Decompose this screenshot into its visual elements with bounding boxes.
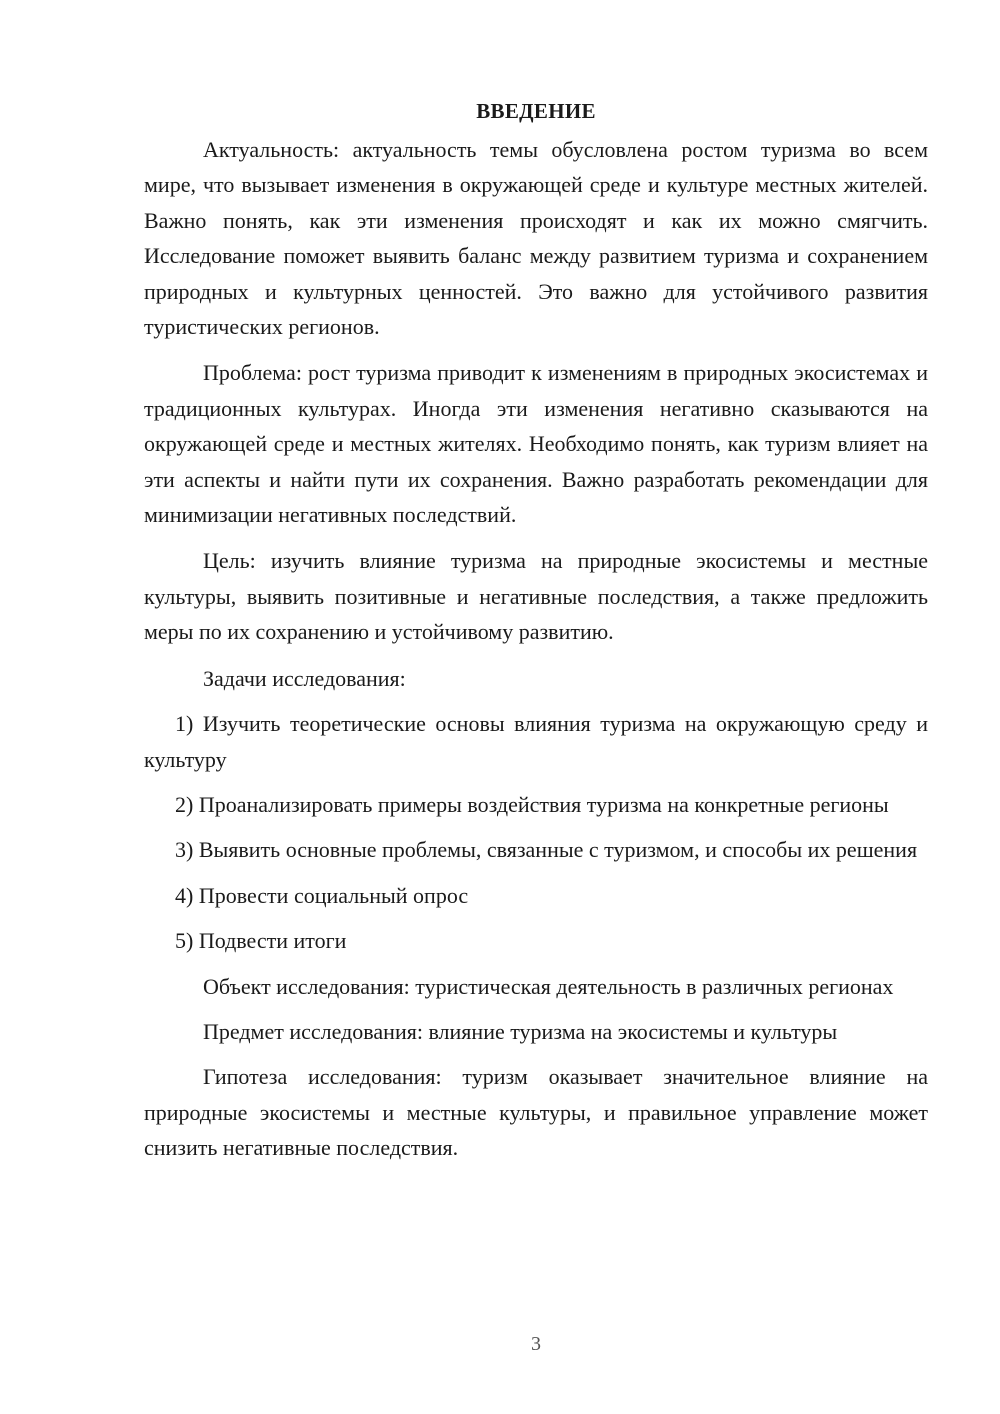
paragraph-relevance: Актуальность: актуальность темы обусловлена ростом туризма во всем мире, что вызывает изменения в окружающей среде и культуре местных жителей. Важно понять, как эти изменения происходят и как их можно смягчить. Исследование поможет выявить баланс между развитием туризма и сохранением природных и культурных ценностей. Это важно для устойчивого развития туристических регионов.	[144, 137, 928, 340]
task-item: 5) Подвести итоги	[175, 928, 347, 954]
paragraph-problem: Проблема: рост туризма приводит к изменениям в природных экосистемах и традиционных культурах. Иногда эти изменения негативно сказываются на окружающей среде и местных жителях. Необходимо понять, как туризм влияет на эти аспекты и найти пути их сохранения. Важно разработать рекомендации для минимизации негативных последствий.	[144, 360, 928, 528]
tasks-heading: Задачи исследования:	[203, 665, 406, 691]
paragraph-object: Объект исследования: туристическая деятельность в различных регионах	[203, 973, 894, 999]
paragraph-subject: Предмет исследования: влияние туризма на экосистемы и культуры	[203, 1018, 838, 1044]
task-item: 1) Изучить теоретические основы влияния туризма на окружающую среду и культуру	[144, 711, 928, 772]
task-item: 3) Выявить основные проблемы, связанные с туризмом, и способы их решения	[175, 837, 918, 863]
page-title: ВВЕДЕНИЕ	[476, 99, 596, 123]
task-item: 4) Провести социальный опрос	[175, 882, 469, 908]
document-page	[144, 96, 928, 1166]
paragraph-goal: Цель: изучить влияние туризма на природные экосистемы и местные культуры, выявить позитивные и негативные последствия, а также предложить меры по их сохранению и устойчивому развитию.	[144, 548, 928, 645]
page-number: 3	[531, 1333, 541, 1355]
task-item: 2) Проанализировать примеры воздействия туризма на конкретные регионы	[175, 791, 889, 817]
paragraph-hypothesis: Гипотеза исследования: туризм оказывает значительное влияние на природные экосистемы и местные культуры, и правильное управление может снизить негативные последствия.	[144, 1064, 928, 1161]
